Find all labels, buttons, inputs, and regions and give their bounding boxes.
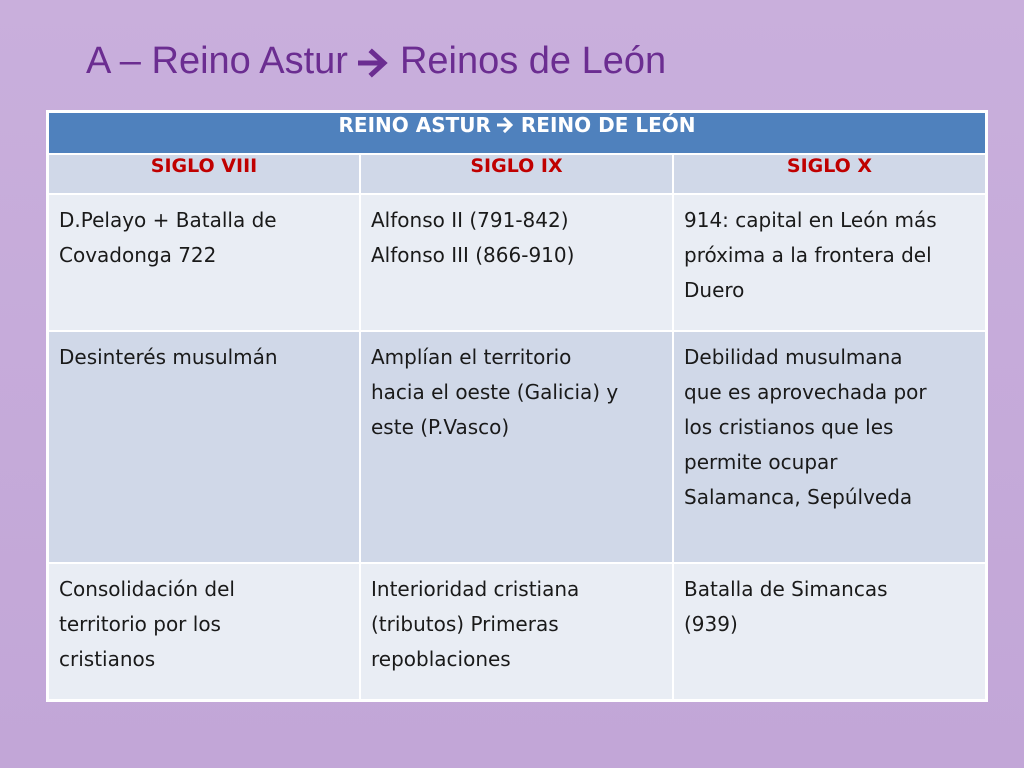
cell-text: Consolidación del territorio por los cristianos: [59, 577, 235, 671]
table-row: [48, 331, 986, 563]
table-cell: [48, 331, 360, 563]
cell-text: Debilidad musulmana que es aprovechada por los cristianos que les permite ocupar Salamanca, Sepúlveda: [684, 345, 927, 509]
column-header-siglo-viii: SIGLO VIII: [48, 154, 360, 194]
table-cell: [673, 331, 986, 563]
table-cell: [360, 194, 673, 331]
table-header-row: [48, 154, 986, 194]
arrow-right-icon: [497, 117, 515, 133]
slide-title-right: Reinos de León: [399, 40, 667, 82]
table-row: [48, 563, 986, 700]
slide-title-left: A – Reino Astur: [86, 40, 348, 82]
slide-title: [86, 34, 666, 88]
cell-text: 914: capital en León más próxima a la frontera del Duero: [684, 208, 937, 302]
table-cell: [673, 563, 986, 700]
cell-text: Interioridad cristiana (tributos) Primeras repoblaciones: [371, 577, 580, 671]
column-header-siglo-x: SIGLO X: [673, 154, 986, 194]
column-header-siglo-ix: SIGLO IX: [360, 154, 673, 194]
cell-text: Desinterés musulmán: [59, 345, 278, 369]
table-cell: [673, 194, 986, 331]
table-cell: [360, 563, 673, 700]
table-title-row: [48, 112, 986, 154]
table-cell: [360, 331, 673, 563]
arrow-right-icon: [358, 48, 390, 78]
table-title-right: REINO DE LEÓN: [520, 113, 696, 137]
cell-text: Batalla de Simancas (939): [684, 577, 888, 636]
table-cell: [48, 194, 360, 331]
cell-text: Amplían el territorio hacia el oeste (Galicia) y este (P.Vasco): [371, 345, 619, 439]
table-row: [48, 194, 986, 331]
table-title-left: REINO ASTUR: [338, 113, 491, 137]
cell-text: Alfonso II (791-842) Alfonso III (866-910): [371, 208, 575, 267]
table-title: [48, 112, 986, 154]
table-cell: [48, 563, 360, 700]
history-table: [47, 111, 987, 701]
cell-text: D.Pelayo + Batalla de Covadonga 722: [59, 208, 277, 267]
